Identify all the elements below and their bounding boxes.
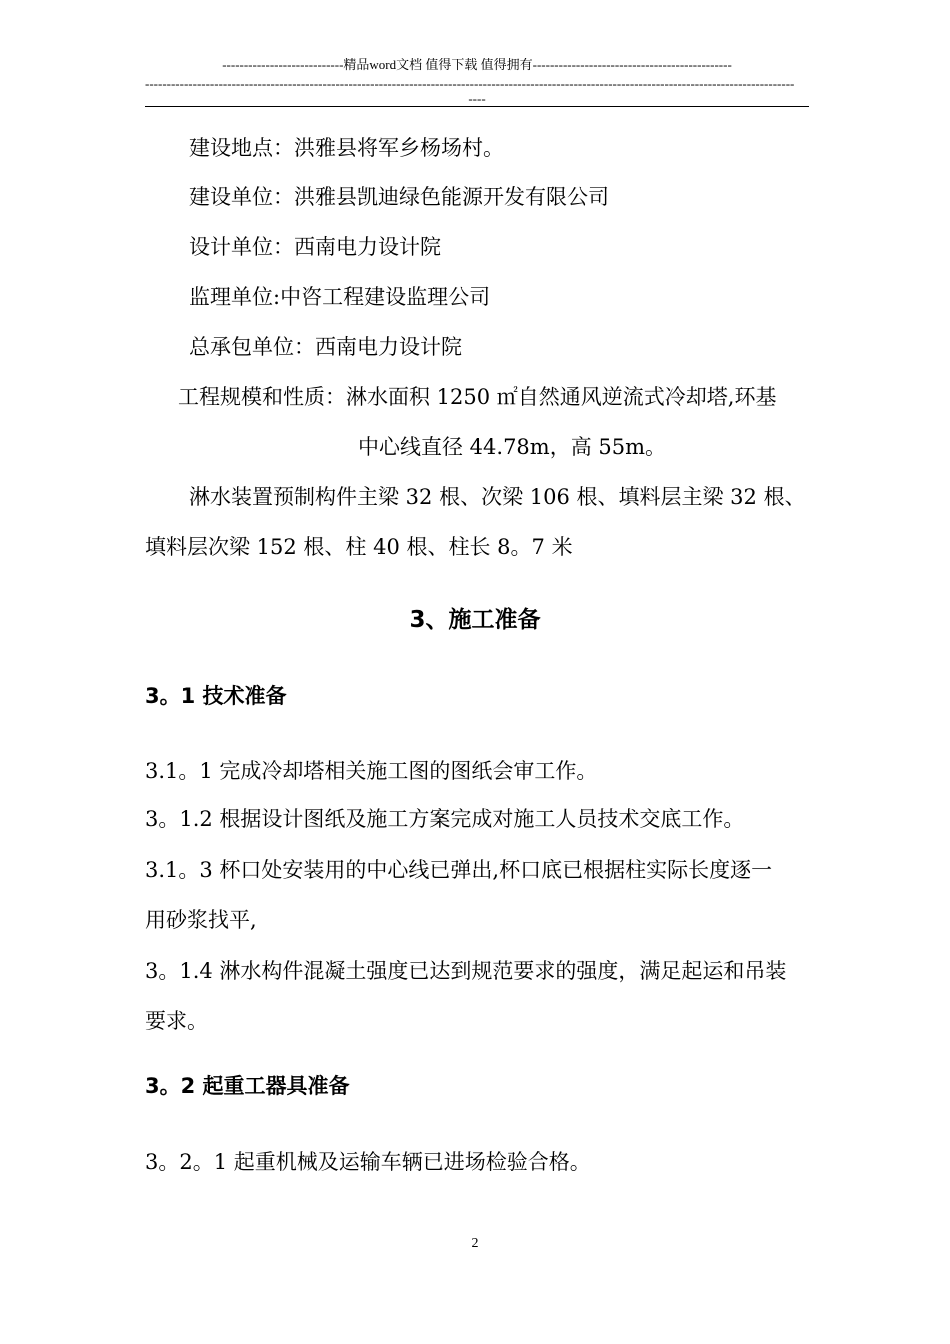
header-rule	[145, 106, 809, 107]
subsection-title-lifting: 3。2 起重工器具准备	[145, 1074, 350, 1098]
designer-line: 设计单位：西南电力设计院	[189, 235, 441, 259]
tech-item-1: 3.1。1 完成冷却塔相关施工图的图纸会审工作。	[145, 759, 598, 783]
header-dash-line: ------------------------------------------------------------------------------------------------------------------------------------------------------	[145, 77, 795, 91]
contractor-line: 总承包单位：西南电力设计院	[189, 335, 462, 359]
tech-item-4-line-2: 要求。	[145, 1009, 208, 1033]
header-dash-tail: ----	[468, 92, 486, 106]
section-title: 3、施工准备	[409, 607, 541, 633]
tech-item-3-line-2: 用砂浆找平,	[145, 908, 257, 932]
header-banner: ----------------------------精品word文档 值得下载 值得拥有----------------------------------------------	[222, 58, 732, 72]
tech-item-2: 3。1.2 根据设计图纸及施工方案完成对施工人员技术交底工作。	[145, 807, 745, 831]
scale-line-2: 中心线直径 44.78m，高 55m。	[358, 435, 667, 459]
supervisor-line: 监理单位:中咨工程建设监理公司	[189, 285, 491, 309]
tech-item-4-line-1: 3。1.4 淋水构件混凝土强度已达到规范要求的强度，满足起运和吊装	[145, 959, 787, 983]
builder-line: 建设单位：洪雅县凯迪绿色能源开发有限公司	[189, 185, 609, 209]
tech-item-3-line-1: 3.1。3 杯口处安装用的中心线已弹出,杯口底已根据柱实际长度逐一	[145, 858, 773, 882]
location-line: 建设地点：洪雅县将军乡杨场村。	[189, 136, 504, 160]
page-number: 2	[471, 1236, 479, 1251]
components-line-1: 淋水装置预制构件主梁 32 根、次梁 106 根、填料层主梁 32 根、	[189, 485, 806, 509]
components-line-2: 填料层次梁 152 根、柱 40 根、柱长 8。7 米	[145, 535, 573, 559]
scale-line-1: 工程规模和性质：淋水面积 1250 ㎡自然通风逆流式冷却塔,环基	[178, 385, 777, 409]
lifting-item-1: 3。2。1 起重机械及运输车辆已进场检验合格。	[145, 1150, 591, 1174]
subsection-title-tech: 3。1 技术准备	[145, 684, 287, 708]
